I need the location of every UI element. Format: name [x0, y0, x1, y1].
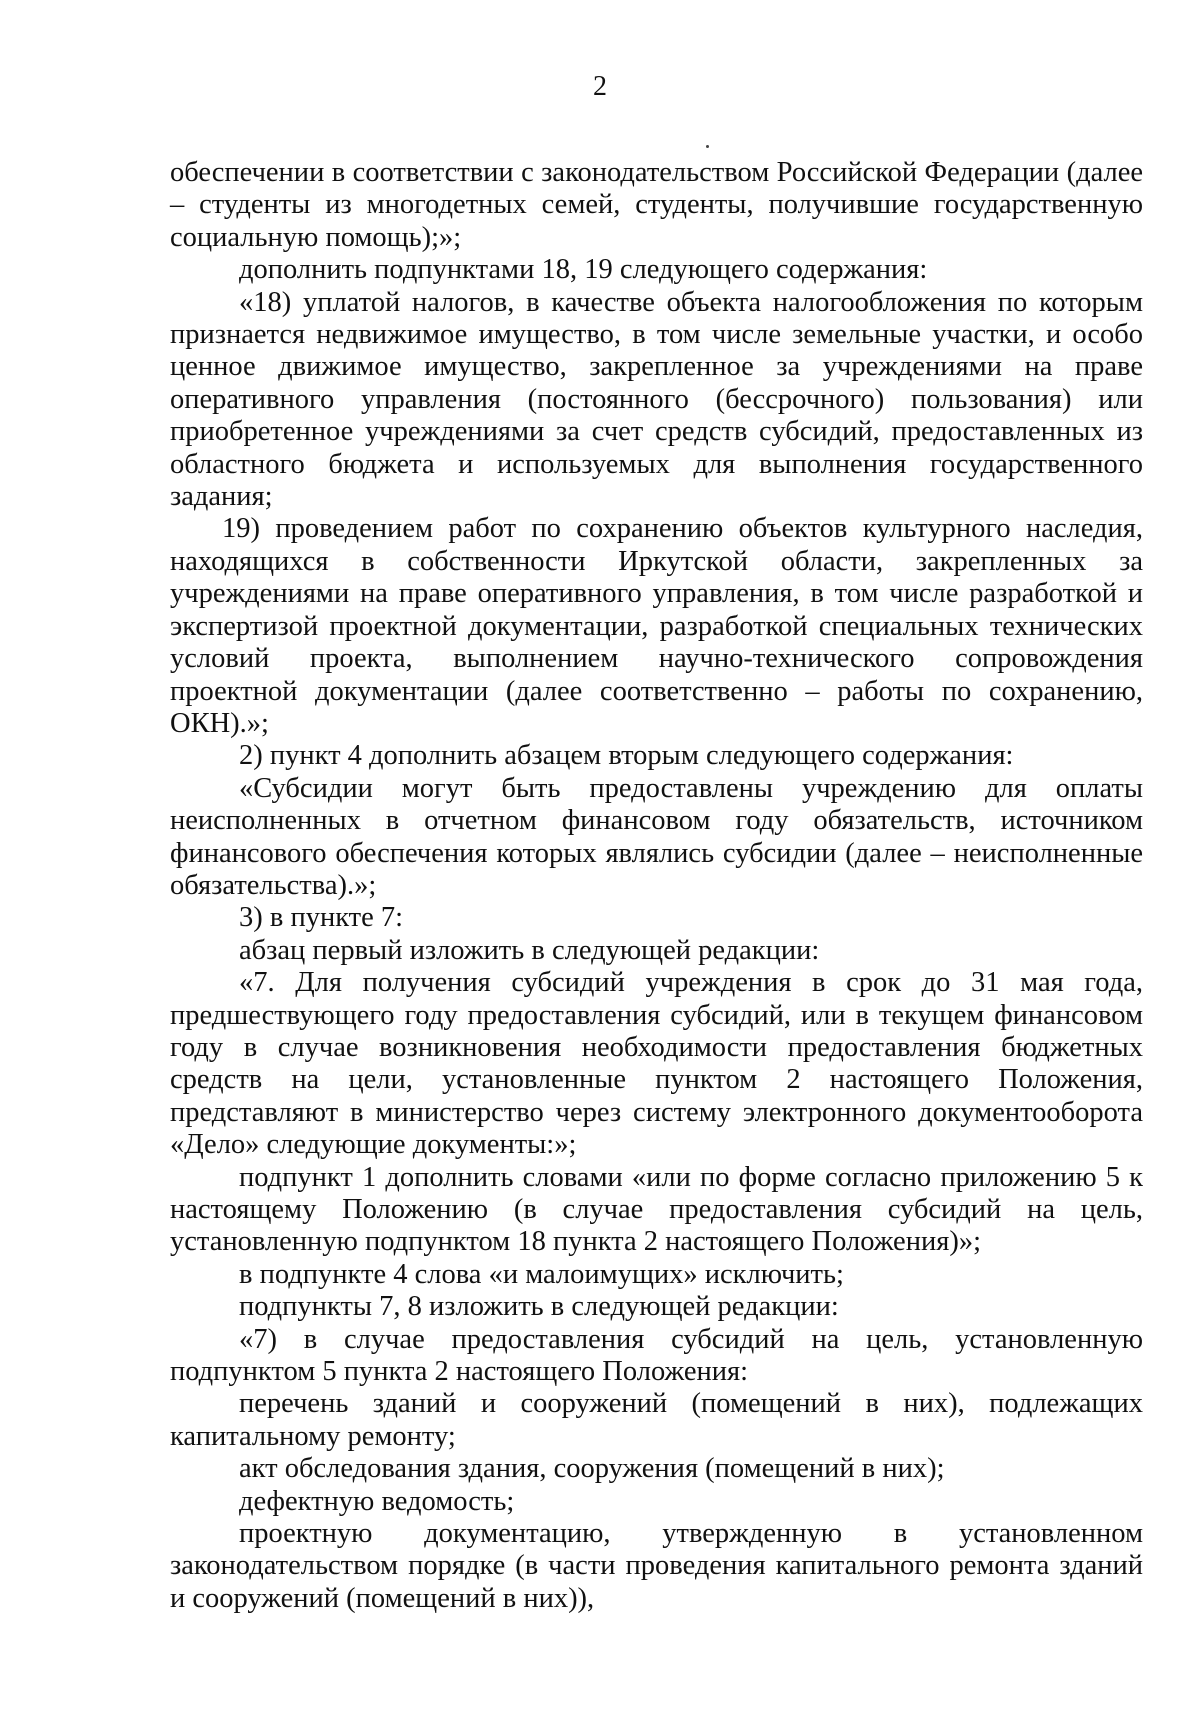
paragraph: подпункты 7, 8 изложить в следующей редакции: — [239, 1291, 839, 1323]
paragraph: «7) в случае предоставления субсидий на цель, установленную подпунктом 5 пункта 2 настоящего Положения: — [170, 1323, 1143, 1388]
paragraph: акт обследования здания, сооружения (помещений в них); — [239, 1453, 945, 1485]
paragraph: 2) пункт 4 дополнить абзацем вторым следующего содержания: — [239, 740, 1014, 772]
paragraph: «7. Для получения субсидий учреждения в срок до 31 мая года, предшествующего году предоставления субсидий, или в текущем финансовом году в случае возникновения необходимости предоставления бюджетных средств на цели, установленные пунктом 2 настоящего Положения, представляют в министерство через систему электронного документооборота «Дело» следующие документы:»; — [170, 967, 1143, 1161]
paragraph: дополнить подпунктами 18, 19 следующего содержания: — [239, 254, 928, 286]
page-number: 2 — [593, 71, 607, 102]
paragraph: 19) проведением работ по сохранению объектов культурного наследия, находящихся в собственности Иркутской области, закрепленных за учреждениями на праве оперативного управления, в том числе разработкой и экспертизой проектной документации, разработкой специальных технических условий проекта, выполнением научно-технического сопровождения проектной документации (далее соответственно – работы по сохранению, ОКН).»; — [170, 513, 1143, 739]
paragraph: «18) уплатой налогов, в качестве объекта налогообложения по которым признается недвижимое имущество, в том числе земельные участки, и особо ценное движимое имущество, закрепленное за учреждениями на праве оперативного управления (постоянного (бессрочного) пользования) или приобретенное учреждениями за счет средств субсидий, предоставленных из областного бюджета и используемых для выполнения государственного задания; — [170, 286, 1143, 513]
paragraph: проектную документацию, утвержденную в установленном законодательством порядке (в части проведения капитального ремонта зданий и сооружений (помещений в них)), — [170, 1518, 1143, 1614]
document-body — [170, 157, 1143, 1615]
paragraph: обеспечении в соответствии с законодательством Российской Федерации (далее – студенты из многодетных семей, студенты, получившие государственную социальную помощь);»; — [170, 157, 1143, 253]
paragraph: в подпункте 4 слова «и малоимущих» исключить; — [239, 1258, 844, 1290]
paragraph: подпункт 1 дополнить словами «или по форме согласно приложению 5 к настоящему Положению (в случае предоставления субсидий на цель, установленную подпунктом 18 пункта 2 настоящего Положения)»; — [170, 1161, 1143, 1258]
scan-speck — [706, 145, 709, 148]
paragraph: перечень зданий и сооружений (помещений в них), подлежащих капитальному ремонту; — [170, 1388, 1143, 1452]
paragraph: 3) в пункте 7: — [239, 902, 404, 934]
paragraph: абзац первый изложить в следующей редакции: — [239, 934, 820, 966]
paragraph: дефектную ведомость; — [239, 1485, 515, 1517]
paragraph: «Субсидии могут быть предоставлены учреждению для оплаты неисполненных в отчетном финансовом году обязательств, источником финансового обеспечения которых являлись субсидии (далее – неисполненные обязательства).»; — [170, 772, 1143, 901]
